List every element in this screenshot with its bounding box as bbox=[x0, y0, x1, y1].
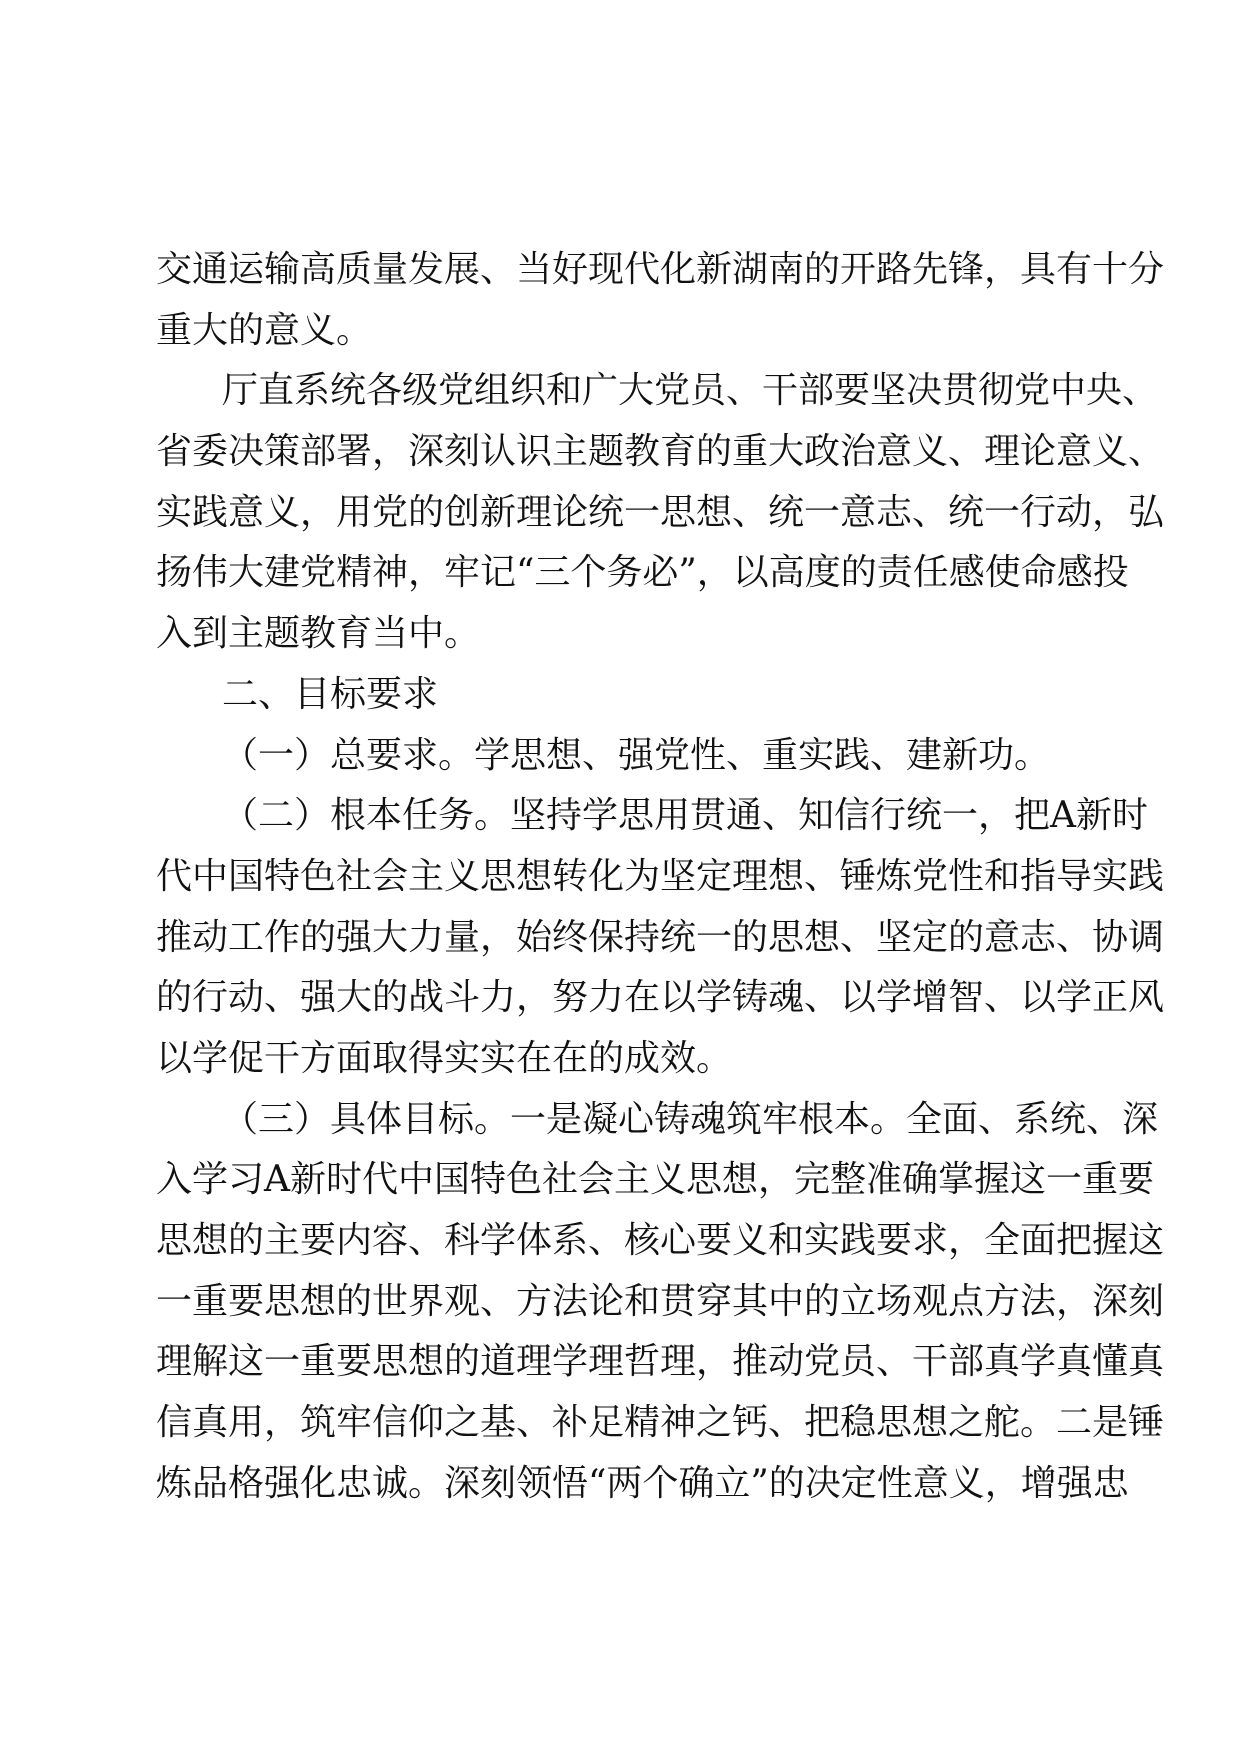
text-line: 重大的意义。 bbox=[156, 309, 373, 351]
text-line: 以学促干方面取得实实在在的成效。 bbox=[156, 1037, 733, 1079]
text-line: 入到主题教育当中。 bbox=[156, 613, 481, 655]
paragraph-start-line: （二）根本任务。坚持学思用贯通、知信行统一，把A新时 bbox=[222, 795, 1148, 837]
text-line: 信真用，筑牢信仰之基、补足精神之钙、把稳思想之舵。二是锤 bbox=[156, 1402, 1165, 1444]
section-heading: 二、目标要求 bbox=[222, 673, 439, 715]
paragraph-start-line: （一）总要求。学思想、强党性、重实践、建新功。 bbox=[222, 734, 1051, 776]
text-line: 省委决策部署，深刻认识主题教育的重大政治意义、理论意义、 bbox=[156, 431, 1165, 473]
text-line: 理解这一重要思想的道理学理哲理，推动党员、干部真学真懂真 bbox=[156, 1341, 1165, 1383]
text-line: 一重要思想的世界观、方法论和贯穿其中的立场观点方法，深刻 bbox=[156, 1280, 1165, 1322]
text-line: 入学习A新时代中国特色社会主义思想，完整准确掌握这一重要 bbox=[156, 1159, 1154, 1201]
text-line: 的行动、强大的战斗力，努力在以学铸魂、以学增智、以学正风 bbox=[156, 977, 1165, 1019]
paragraph-start-line: （三）具体目标。一是凝心铸魂筑牢根本。全面、系统、深 bbox=[222, 1098, 1159, 1140]
text-line: 扬伟大建党精神，牢记“三个务必”，以高度的责任感使命感投 bbox=[156, 552, 1129, 594]
text-line: 交通运输高质量发展、当好现代化新湖南的开路先锋，具有十分 bbox=[156, 249, 1165, 290]
paragraph-start-line: 厅直系统各级党组织和广大党员、干部要坚决贯彻党中央、 bbox=[222, 370, 1159, 412]
text-line: 实践意义，用党的创新理论统一思想、统一意志、统一行动，弘 bbox=[156, 491, 1165, 533]
text-line: 代中国特色社会主义思想转化为坚定理想、锤炼党性和指导实践 bbox=[156, 855, 1165, 897]
text-line: 推动工作的强大力量，始终保持统一的思想、坚定的意志、协调 bbox=[156, 916, 1165, 958]
text-line: 思想的主要内容、科学体系、核心要义和实践要求，全面把握这 bbox=[156, 1220, 1165, 1261]
body-text bbox=[156, 240, 1165, 1514]
text-line: 炼品格强化忠诚。深刻领悟“两个确立”的决定性意义，增强忠 bbox=[156, 1462, 1129, 1504]
